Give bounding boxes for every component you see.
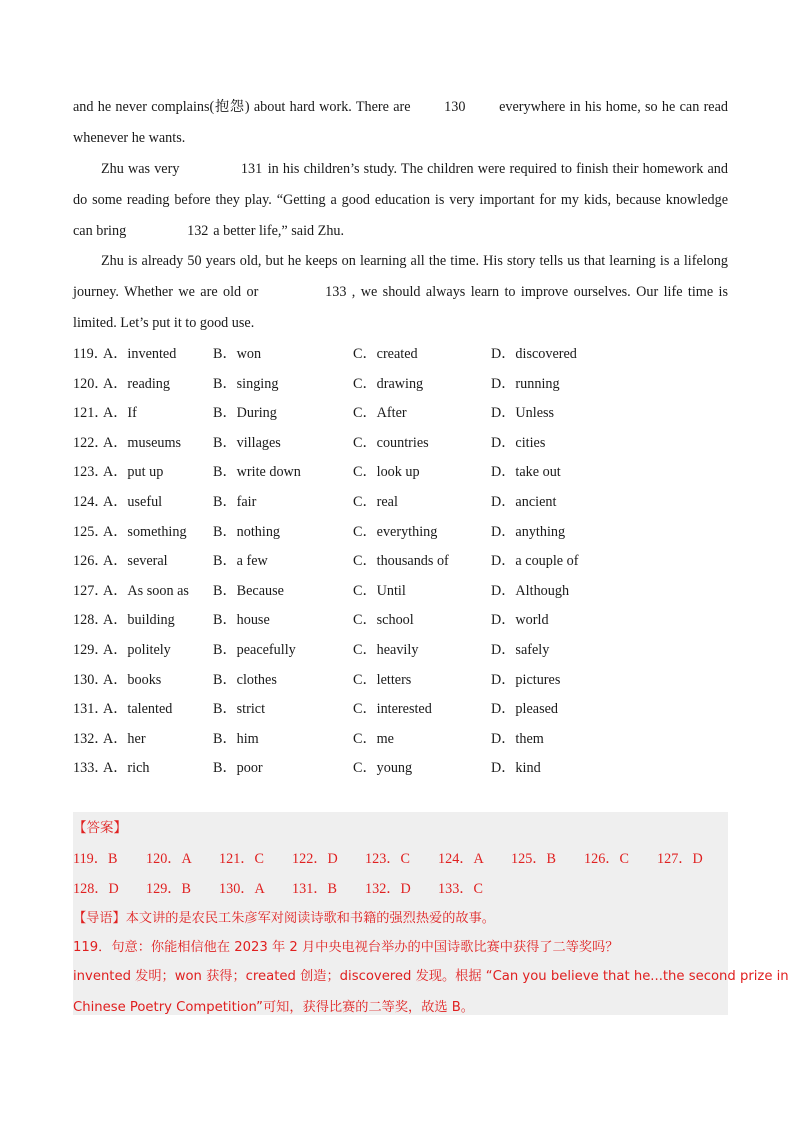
option-a: A．politely xyxy=(103,641,171,658)
option-b: B．peacefully xyxy=(213,641,296,658)
question-number: 121． xyxy=(73,405,109,422)
option-c: C．countries xyxy=(353,434,429,451)
question-number: 125． xyxy=(73,523,109,540)
question-number: 130． xyxy=(73,671,109,688)
option-d: D．pleased xyxy=(491,701,558,718)
answer-item: 130．A xyxy=(219,881,265,897)
option-b: B．him xyxy=(213,730,259,747)
answer-item: 133．C xyxy=(438,881,483,897)
option-b: B．won xyxy=(213,346,262,362)
option-c: C．real xyxy=(353,493,398,510)
option-c: C．everything xyxy=(353,523,438,540)
question-number: 123． xyxy=(73,464,109,481)
answer-item: 129．B xyxy=(146,881,191,897)
option-a: A．reading xyxy=(103,375,170,392)
option-a: A．books xyxy=(103,671,162,688)
explanation-line-2: invented 发明；won 获得；created 创造；discovered 发现。根据 “Can you believe that he...the second prize in xyxy=(73,969,789,984)
question-row xyxy=(73,426,728,456)
question-number: 119． xyxy=(73,346,108,362)
answer-item: 120．A xyxy=(146,851,192,867)
answer-item: 126．C xyxy=(584,851,629,867)
answer-item: 128．D xyxy=(73,881,119,897)
answer-item: 122．D xyxy=(292,851,338,867)
option-c: C．thousands of xyxy=(353,553,449,570)
option-b: B．house xyxy=(213,612,270,629)
option-d: D．cities xyxy=(491,434,546,451)
option-a: A．put up xyxy=(103,464,164,481)
explanation-line-1: 119．句意：你能相信他在 2023 年 2 月中央电视台举办的中国诗歌比赛中获得了二等奖吗？ xyxy=(73,940,619,955)
answer-item: 123．C xyxy=(365,851,410,867)
answer-item: 131．B xyxy=(292,881,337,897)
question-number: 124． xyxy=(73,493,109,510)
option-c: C．me xyxy=(353,730,394,747)
question-row xyxy=(73,455,728,485)
answer-item: 121．C xyxy=(219,851,264,867)
answer-title: 【答案】 xyxy=(73,820,127,836)
blank-131: 131 xyxy=(240,161,263,177)
question-row xyxy=(73,722,728,752)
question-number: 128． xyxy=(73,612,109,629)
option-c: C．heavily xyxy=(353,641,419,658)
question-number: 131． xyxy=(73,701,109,718)
question-row xyxy=(73,515,728,545)
option-b: B．strict xyxy=(213,701,266,718)
option-d: D．a couple of xyxy=(491,553,579,570)
option-c: C．interested xyxy=(353,701,432,718)
question-number: 127． xyxy=(73,582,109,599)
option-d: D．take out xyxy=(491,464,561,481)
option-b: B．clothes xyxy=(213,671,277,688)
question-number: 126． xyxy=(73,553,109,570)
option-a: A．invented xyxy=(103,346,177,362)
option-c: C．drawing xyxy=(353,375,424,392)
option-c: C．young xyxy=(353,760,413,777)
option-b: B．During xyxy=(213,405,277,422)
option-d: D．Although xyxy=(491,582,570,599)
option-b: B．a few xyxy=(213,553,268,570)
question-row xyxy=(73,544,728,574)
option-d: D．discovered xyxy=(491,346,577,362)
question-row xyxy=(73,396,728,426)
option-d: D．pictures xyxy=(491,671,561,688)
question-row xyxy=(73,633,728,663)
answer-item: 124．A xyxy=(438,851,484,867)
answer-item: 132．D xyxy=(365,881,411,897)
answer-item: 127．D xyxy=(657,851,703,867)
question-list xyxy=(73,337,728,781)
option-a: A．several xyxy=(103,553,168,570)
option-a: A．As soon as xyxy=(103,582,189,599)
question-row xyxy=(73,485,728,515)
answer-item: 125．B xyxy=(511,851,556,867)
option-d: D．ancient xyxy=(491,493,557,510)
option-a: A．rich xyxy=(103,760,150,777)
option-a: A．building xyxy=(103,612,175,629)
option-b: B．villages xyxy=(213,434,281,451)
option-a: A．her xyxy=(103,730,146,747)
passage-paragraph-3: Zhu is already 50 years old, but he keeps on learning all the time. His story tells us that learning is a lifelong journey. Whether we are old or 133 , we should always learn to improve ourselves. Our life time is limited. Let’s put it to good use. xyxy=(73,253,728,331)
question-number: 133． xyxy=(73,760,109,777)
option-d: D．anything xyxy=(491,523,566,540)
guide-text: 【导语】本文讲的是农民工朱彦军对阅读诗歌和书籍的强烈热爱的故事。 xyxy=(73,911,495,926)
option-d: D．Unless xyxy=(491,405,555,422)
question-row xyxy=(73,367,728,397)
blank-130: 130 xyxy=(444,99,466,115)
option-d: D．them xyxy=(491,730,544,747)
option-b: B．nothing xyxy=(213,523,281,540)
option-d: D．safely xyxy=(491,641,550,658)
question-row xyxy=(73,663,728,693)
option-a: A．talented xyxy=(103,701,173,718)
question-number: 132． xyxy=(73,730,109,747)
answer-item: 119．B xyxy=(73,851,118,867)
question-number: 129． xyxy=(73,641,109,658)
option-b: B．singing xyxy=(213,375,279,392)
option-c: C．letters xyxy=(353,671,412,688)
answer-section xyxy=(73,812,789,1015)
blank-132: 132 xyxy=(187,223,209,239)
question-number: 120． xyxy=(73,375,109,392)
question-row xyxy=(73,337,728,367)
question-row xyxy=(73,751,728,781)
option-a: A．If xyxy=(103,405,137,422)
option-d: D．kind xyxy=(491,760,541,777)
question-row xyxy=(73,574,728,604)
option-a: A．museums xyxy=(103,434,182,451)
option-a: A．useful xyxy=(103,493,163,510)
option-c: C．created xyxy=(353,346,418,362)
option-c: C．After xyxy=(353,405,407,422)
option-c: C．look up xyxy=(353,464,420,481)
option-d: D．running xyxy=(491,375,560,392)
option-d: D．world xyxy=(491,612,549,629)
option-b: B．fair xyxy=(213,493,257,510)
option-b: B．Because xyxy=(213,582,284,599)
blank-133: 133 xyxy=(325,284,347,300)
option-b: B．write down xyxy=(213,464,301,481)
explanation-line-3: Chinese Poetry Competition”可知，获得比赛的二等奖，故选 B。 xyxy=(73,1000,474,1015)
question-number: 122． xyxy=(73,434,109,451)
option-b: B．poor xyxy=(213,760,263,777)
question-row xyxy=(73,603,728,633)
option-c: C．school xyxy=(353,612,414,629)
question-row xyxy=(73,692,728,722)
passage-paragraph-1: and he never complains(抱怨) about hard work. There are 130 everywhere in his home, so he can read whenever he wants. xyxy=(73,92,728,154)
option-c: C．Until xyxy=(353,582,406,599)
option-a: A．something xyxy=(103,523,187,540)
passage-paragraph-2: Zhu was very 131 in his children’s study. The children were required to finish their homework and do some reading before they play. “Getting a good education is very important for my kids, because knowledge can bring 132 a better life,” said Zhu. xyxy=(73,154,728,247)
